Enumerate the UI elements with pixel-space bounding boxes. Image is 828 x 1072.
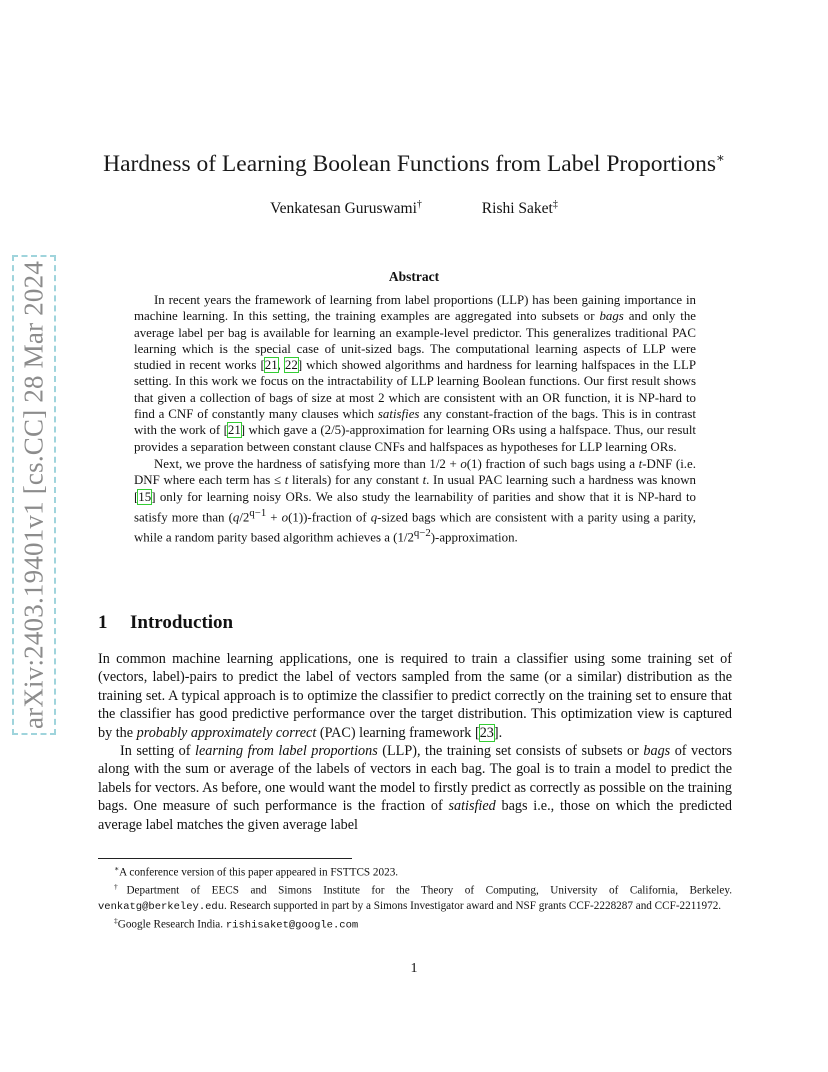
text: (1) fraction of such bags using a bbox=[466, 456, 639, 471]
text: of vectors along with the sum or average of the labels of vectors in each bag. The goal is to train a model to predict the labels for vectors. As before, one would want the model to firstly predict as correctly as possible on the training bags. One measure of such performance is the fraction of bbox=[98, 743, 733, 815]
text: -DNF (i.e. DNF where each term has ≤ bbox=[134, 456, 696, 488]
math-var: o bbox=[281, 510, 289, 525]
citation-link[interactable]: 21 bbox=[227, 423, 241, 438]
math-exponent: q−2 bbox=[413, 527, 431, 540]
title-text: Hardness of Learning Boolean Functions from Label Proportions bbox=[103, 150, 716, 177]
citation-link[interactable]: 22 bbox=[284, 358, 298, 373]
footnote-text: A conference version of this paper appeared in FSTTCS 2023. bbox=[119, 866, 399, 879]
author-2 bbox=[482, 199, 558, 218]
math-exponent: q−1 bbox=[249, 506, 267, 519]
author-mark[interactable]: ‡ bbox=[552, 199, 558, 210]
text: bags i.e., those on which the predicted average label matches the given average label bbox=[98, 798, 732, 833]
footnote-text: Department of EECS and Simons Institute for the Theory of Computing, University of California, Berkeley. bbox=[126, 885, 732, 898]
section-heading bbox=[98, 612, 233, 634]
text: only for learning noisy ORs. We also study the learnability of parities and show that it is NP-hard to satisfy more than ( bbox=[134, 489, 696, 525]
text: Next, we prove the hardness of satisfying more than 1/2 + bbox=[154, 456, 461, 471]
footnote-mark: † bbox=[114, 882, 127, 892]
citation-link[interactable]: 15 bbox=[138, 489, 152, 504]
text: In common machine learning applications, one is required to train a classifier using some training set of (vectors, label)-pairs to predict the label of vectors sampled from the same (or a similar) distribution as the training set. A typical approach is to optimize the classifier to predict correctly on the training set to ensure that the classifier has good predictive performance over the target distribution. This optimization view is captured by the bbox=[98, 651, 732, 741]
authors bbox=[0, 199, 828, 218]
abstract bbox=[134, 292, 696, 546]
author-mark[interactable]: † bbox=[416, 199, 422, 210]
footnote-mark: ∗ bbox=[114, 864, 120, 873]
abstract-heading: Abstract bbox=[388, 269, 440, 284]
intro-paragraph-2 bbox=[98, 742, 732, 834]
text: + bbox=[266, 510, 282, 525]
email-address[interactable]: rishisaket@google.com bbox=[225, 919, 359, 932]
text: (LLP), the training set consists of subsets or bbox=[377, 743, 644, 760]
footnote-3 bbox=[98, 914, 732, 933]
text: /2 bbox=[239, 510, 250, 525]
introduction-body bbox=[98, 650, 732, 834]
text: -sized bags which are consistent with a parity using a parity, while a random parity based algorithm achieves a (1/2 bbox=[134, 510, 697, 545]
section-number: 1 bbox=[98, 612, 108, 633]
math-var: q bbox=[370, 510, 378, 525]
text: , bbox=[277, 358, 285, 373]
emphasis: probably approximately correct bbox=[136, 724, 317, 741]
text: which showed algorithms and hardness for learning halfspaces in the LLP setting. In this work we focus on the intractability of LLP learning Boolean functions. Our first result shows that given a collection of bags of size at most 2 which are consistent with an OR function, it is NP-hard to find a CNF of constantly many clauses which bbox=[134, 358, 696, 422]
arxiv-stamp bbox=[12, 255, 56, 735]
emphasis: bags bbox=[643, 743, 671, 760]
section-title: Introduction bbox=[130, 612, 234, 633]
emphasis: bags bbox=[599, 309, 624, 324]
footnote-rule bbox=[98, 858, 352, 859]
paper-title bbox=[0, 150, 828, 178]
arxiv-id: arXiv:2403.19401v1 [cs.CC] 28 Mar 2024 bbox=[18, 260, 49, 730]
text: any constant-fraction of the bags. This is in contrast with the work of bbox=[134, 407, 697, 438]
math-var: o bbox=[460, 456, 467, 471]
author-name: Rishi Saket bbox=[481, 200, 553, 218]
footnote-2 bbox=[98, 880, 732, 914]
math-var: q bbox=[232, 510, 240, 525]
footnote-mark: ‡ bbox=[114, 916, 118, 926]
math-var: t bbox=[284, 473, 289, 488]
email-address[interactable]: venkatg@berkeley.edu bbox=[98, 900, 225, 913]
text: In setting of bbox=[120, 743, 196, 760]
text: literals) for any constant bbox=[288, 473, 423, 488]
text: which gave a (2/5)-approximation for learning ORs using a halfspace. Thus, our result provides a separation between constant clause CNFs and halfspaces as hypotheses for LLP learning ORs. bbox=[134, 423, 696, 454]
footnote-1 bbox=[98, 862, 732, 880]
emphasis: satisfied bbox=[448, 798, 496, 815]
title-footnote-mark[interactable]: ∗ bbox=[716, 150, 725, 165]
math-var: t bbox=[638, 456, 643, 471]
math-var: t bbox=[422, 473, 427, 488]
footnote-text: . Research supported in part by a Simons Investigator award and NSF grants CCF-2228287 and CCF-2211972. bbox=[224, 899, 722, 912]
author-1 bbox=[270, 199, 422, 218]
emphasis: learning from label proportions bbox=[195, 743, 378, 760]
author-name: Venkatesan Guruswami bbox=[270, 200, 417, 218]
emphasis: satisfies bbox=[377, 407, 420, 422]
text: . In usual PAC learning such a hardness was known bbox=[426, 473, 696, 488]
page-number: 1 bbox=[410, 961, 418, 976]
text: )-approximation. bbox=[430, 530, 518, 545]
citation-link[interactable]: 23 bbox=[479, 724, 494, 741]
abstract-paragraph-2: Next, we prove the hardness of satisfying more than 1/2 + o(1) fraction of such bags using a t-DNF (i.e. DNF where each term has ≤ t literals) for any constant t. In usual PAC learning such a hardness was known [15] only for learning noisy ORs. We also study the learnability of parities and show that it is NP-hard to satisfy more than ($q/2^{q-1}$ + o(1))-fraction of q-sized bags which are consistent with a parity using a parity, while a random parity based algorithm achieves a $(1/2^{q-2})$-approximation. bbox=[134, 456, 697, 545]
text: . bbox=[498, 724, 503, 741]
intro-paragraph-1: In common machine learning applications, one is required to train a classifier using some training set of (vectors, label)-pairs to predict the label of vectors sampled from the same (or a similar) distribution as the training set. A typical approach is to optimize the classifier to predict correctly on the training set to ensure that the classifier has good predictive performance over the target distribution. This optimization view is captured by the probably approximately correct (PAC) learning framework [23]. bbox=[98, 651, 732, 741]
text: and only the average label per bag is available for learning an example-level predictor. This generalizes traditional PAC learning which is the special case of unit-sized bags. The computational learning aspects of LLP were studied in recent works bbox=[134, 309, 697, 373]
abstract-paragraph-1: In recent years the framework of learning from label proportions (LLP) has been gaining importance in machine learning. In this setting, the training examples are aggregated into subsets or bags and only the average label per bag is available for learning an example-level predictor. This generalizes traditional PAC learning which is the special case of unit-sized bags. The computational learning aspects of LLP were studied in recent works [21, 22] which showed algorithms and hardness for learning halfspaces in the LLP setting. In this work we focus on the intractability of LLP learning Boolean functions. Our first result shows that given a collection of bags of size at most 2 which are consistent with an OR function, it is NP-hard to find a CNF of constantly many clauses which satisfies any constant-fraction of the bags. This is in contrast with the work of [21] which gave a (2/5)-approximation for learning ORs using a halfspace. Thus, our result provides a separation between constant clause CNFs and halfspaces as hypotheses for LLP learning ORs. bbox=[134, 293, 697, 454]
footnote-text: Google Research India. bbox=[117, 918, 226, 931]
text: (1))-fraction of bbox=[288, 510, 371, 525]
citation-link[interactable]: 21 bbox=[264, 358, 278, 373]
text: (PAC) learning framework bbox=[316, 724, 475, 741]
footnotes bbox=[98, 862, 732, 934]
text: In recent years the framework of learning from label proportions (LLP) has been gaining importance in machine learning. In this setting, the training examples are aggregated into subsets or bbox=[134, 293, 696, 324]
